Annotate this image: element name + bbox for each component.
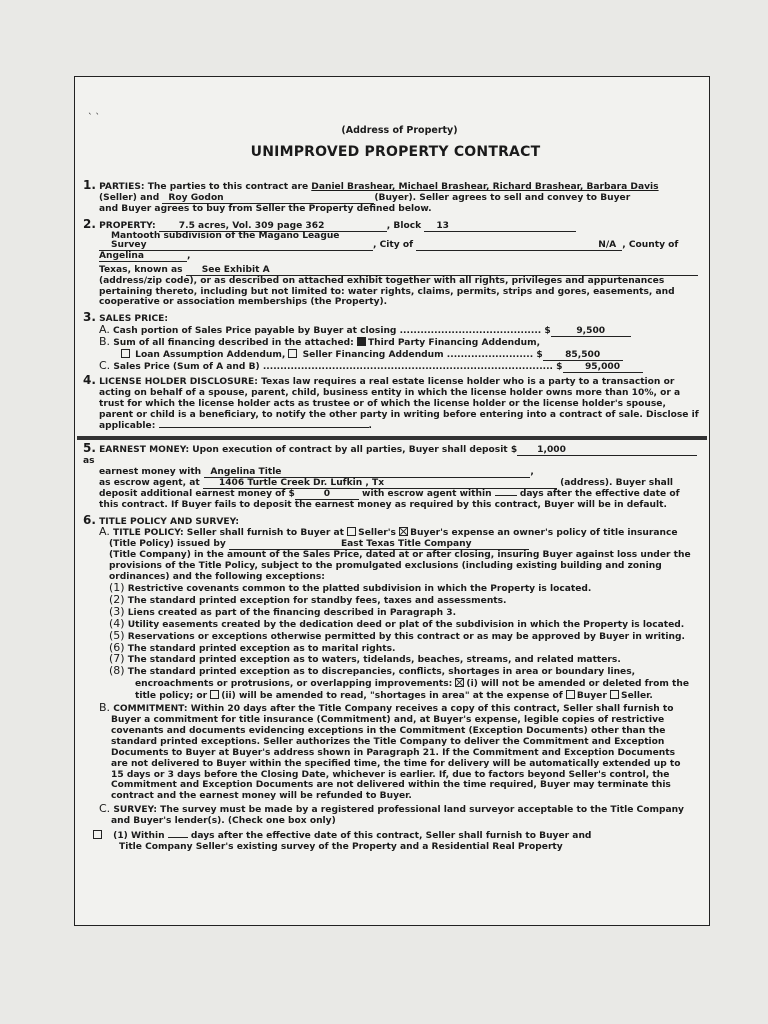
buyers-expense-checkbox[interactable]	[399, 527, 408, 536]
property-description: cooperative or association memberships (the Property).	[99, 297, 388, 308]
survey-option-text: (1) Within	[113, 831, 165, 842]
property-label: PROPERTY:	[99, 220, 156, 231]
item-number: (2)	[109, 592, 125, 606]
item-number: (4)	[109, 616, 125, 630]
financing-value[interactable]: 85,500	[543, 351, 623, 361]
survey-option-1	[83, 830, 708, 853]
exception-text: Reservations or exceptions otherwise permitted by this contract or as may be approved by Buyer in writing.	[127, 631, 685, 642]
buyer-name[interactable]: Roy Godon	[162, 194, 374, 204]
commitment-text: are not delivered to Buyer within the specified time, the time for delivery will be automatically extended up to	[111, 758, 681, 769]
address-caption: (Address of Property)	[341, 125, 458, 136]
property-description: (address/zip code), or as described on attached exhibit together with all rights, privileges and appurtenances	[99, 275, 665, 286]
section-parties	[83, 177, 708, 215]
loan-assumption-checkbox[interactable]	[121, 349, 130, 358]
city-label: , City of	[373, 239, 414, 250]
loan-assumption-label: Loan Assumption Addendum,	[135, 350, 286, 361]
cash-portion-text: Cash portion of Sales Price payable by Buyer at closing ......................................... $	[113, 326, 551, 337]
exception-text: The standard printed exception as to discrepancies, conflicts, shortages in area or boundary lines,	[127, 667, 636, 678]
section-divider	[77, 436, 707, 440]
commitment-text: COMMITMENT: Within 20 days after the Title Company receives a copy of this contract, Seller shall furnish to	[113, 704, 674, 715]
seller-and-text: (Seller) and	[99, 192, 160, 203]
property-known-as[interactable]: See Exhibit A	[186, 266, 698, 276]
address-label: (address). Buyer shall	[560, 477, 674, 488]
exception-text: Liens created as part of the financing described in Paragraph 3.	[127, 607, 457, 618]
property-county[interactable]: Angelina	[99, 252, 187, 262]
third-party-financing-label: Third Party Financing Addendum,	[367, 338, 541, 349]
list-item	[109, 628, 708, 643]
amended-checkbox[interactable]	[210, 690, 219, 699]
item-number: (5)	[109, 628, 125, 642]
section-earnest-money: 5. EARNEST MONEY: Upon execution of contract by all parties, Buyer shall deposit $ 1,000as earnest money with Angelina Title , as escrow agent, at 1406 Turtle Creek Dr. Lufkin , Tx (address). Buyer shall deposit additional earnest money of $ 0 with escrow agent within days after the effective date of this contract. If Buyer fails to deposit the earnest money as required by this contract, Buyer will be in default.	[83, 443, 708, 511]
exception-text: Utility easements created by the dedication deed or plat of the subdivision in which the Property is located.	[127, 619, 685, 630]
title-policy-text: provisions of the Title Policy, subject to the promulgated exclusions (including existing building and zoning	[109, 561, 662, 572]
item-letter: A.	[99, 323, 110, 337]
title-policy-text: ordinances) and the following exceptions:	[109, 572, 325, 583]
commitment-paragraph	[83, 703, 708, 802]
buyers-expense-label: Buyer's expense an owner's policy of title insurance	[410, 528, 678, 539]
sellers-expense-label: Seller's	[358, 528, 396, 539]
section-title-policy	[83, 512, 708, 853]
section-number: 3.	[83, 310, 96, 325]
section-number: 1.	[83, 177, 96, 192]
list-item	[109, 592, 708, 607]
section-license-disclosure: 4. LICENSE HOLDER DISCLOSURE: Texas law requires a real estate license holder who is a party to a transaction or acting on behalf of a spouse, parent, child, business entity in which the license holder owns more than 10%, or a trust for which the license holder acts as trustee or of which the license holder or the license holder's spouse, parent or child is a beneficiary, to notify the other party in writing before entering into a contract of sale. Disclose if applicable: .	[83, 375, 708, 432]
exception-text: The standard printed exception as to marital rights.	[127, 643, 396, 654]
list-item	[109, 654, 708, 666]
earnest-with-text: earnest money with	[99, 466, 202, 477]
property-lot[interactable]: 7.5 acres, Vol. 309 page 362	[159, 222, 387, 232]
title-policy-text: TITLE POLICY: Seller shall furnish to Buyer at	[113, 528, 344, 539]
earnest-as-text: as	[83, 455, 95, 466]
known-as-label: Texas, known as	[99, 264, 183, 275]
commitment-text: covenants and documents evidencing exceptions in the Commitment (Exception Documents) other than the	[111, 725, 666, 736]
item-number: (1)	[109, 581, 125, 595]
item-letter: B.	[99, 335, 111, 349]
county-label: , County of	[622, 239, 679, 250]
section-number: 2.	[83, 216, 96, 231]
contract-title: UNIMPROVED PROPERTY CONTRACT	[250, 143, 541, 160]
section-number: 6.	[83, 512, 96, 527]
survey-paragraph	[83, 804, 708, 827]
list-item	[109, 666, 708, 678]
expense-seller-checkbox[interactable]	[610, 690, 619, 699]
section-sales-price	[83, 312, 708, 373]
item-letter: C.	[99, 802, 111, 816]
expense-buyer-checkbox[interactable]	[566, 690, 575, 699]
issued-by-text: (Title Policy) issued by	[109, 539, 226, 550]
commitment-text: standard printed exceptions. Seller authorizes the Title Company to deliver the Commitment and Exception	[111, 736, 665, 747]
item-number: (3)	[109, 604, 125, 618]
earnest-deposit[interactable]: 1,000	[517, 446, 697, 456]
item-letter: A.	[99, 525, 110, 539]
disclosure-field[interactable]	[159, 427, 369, 428]
list-item	[109, 604, 708, 619]
item-number: (8)	[109, 664, 125, 678]
section-number: 5.	[83, 440, 96, 455]
parties-agreement: and Buyer agrees to buy from Seller the Property defined below.	[99, 203, 432, 214]
disclosure-applicable-label: applicable:	[99, 420, 156, 431]
expense-buyer-label: Buyer	[576, 691, 607, 702]
additional-within-text: with escrow agent within	[362, 488, 492, 499]
item-number: (7)	[109, 652, 125, 666]
survey-option-1-checkbox[interactable]	[93, 830, 102, 839]
commitment-text: contract and the earnest money will be refunded to Buyer.	[111, 791, 412, 802]
additional-earnest[interactable]: 0	[295, 490, 359, 500]
contract-body	[83, 126, 708, 853]
exception-text: title policy; or	[135, 691, 208, 702]
item-letter: B.	[99, 701, 111, 715]
earnest-money-text: EARNEST MONEY: Upon execution of contract by all parties, Buyer shall deposit $	[99, 444, 518, 455]
cash-portion-value[interactable]: 9,500	[551, 327, 631, 337]
item-letter: C.	[99, 359, 111, 373]
amended-label: (ii) will be amended to read, "shortages in area" at the expense of	[221, 691, 563, 702]
seller-financing-checkbox[interactable]	[288, 349, 297, 358]
sales-price-total[interactable]: 95,000	[563, 363, 643, 373]
exception-text: Restrictive covenants common to the platted subdivision in which the Property is located.	[127, 584, 592, 595]
survey-text: SURVEY: The survey must be made by a registered professional land surveyor acceptable to the Title Company	[113, 805, 684, 816]
list-item	[109, 616, 708, 631]
seller-names[interactable]: Daniel Brashear, Michael Brashear, Richard Brashear, Barbara Davis	[311, 181, 659, 192]
not-amended-label: (i) will not be amended or deleted from the	[466, 679, 689, 690]
list-item	[109, 583, 708, 595]
property-city[interactable]: N/A	[416, 241, 622, 251]
parties-text: PARTIES: The parties to this contract are	[99, 181, 309, 192]
property-description: pertaining thereto, including but not limited to: water rights, claims, permits, strips and gores, easements, and	[99, 286, 675, 297]
additional-money-text: deposit additional earnest money of $	[99, 488, 295, 499]
third-party-financing-checkbox[interactable]	[357, 337, 366, 346]
survey-option-text: days after the effective date of this contract, Seller shall furnish to Buyer and	[190, 831, 592, 842]
escrow-at-text: as escrow agent, at	[99, 477, 200, 488]
property-subdivision[interactable]: Mantooth subdivision of the Magano League Survey	[99, 232, 373, 251]
commitment-text: Buyer a commitment for title insurance (Commitment) and, at Buyer's expense, legible copies of restrictive	[111, 715, 665, 725]
survey-option-text: Title Company Seller's existing survey of the Property and a Residential Real Property	[119, 841, 563, 852]
property-block[interactable]: 13	[424, 222, 576, 232]
section-number: 4.	[83, 373, 96, 388]
financing-text: Sum of all financing described in the attached:	[113, 338, 354, 349]
survey-text: and Buyer's lender(s). (Check one box only)	[111, 816, 336, 827]
block-label: , Block	[386, 220, 422, 231]
escrow-agent[interactable]: Angelina Title	[204, 468, 530, 478]
item-number: (6)	[109, 640, 125, 654]
exception-text: The standard printed exception as to waters, tidelands, beaches, streams, and related matters.	[127, 655, 621, 666]
expense-seller-label: Seller.	[621, 691, 653, 702]
title-company-name[interactable]: East Texas Title Company	[229, 540, 529, 550]
exceptions-list	[83, 583, 708, 702]
exception-text: encroachments or protrusions, or overlapping improvements:	[135, 679, 453, 690]
earnest-default-text: this contract. If Buyer fails to deposit the earnest money as required by this contract, Buyer will be in default.	[99, 499, 667, 510]
disclosure-text: acting on behalf of a spouse, parent, child, business entity in which the license holder owns more than 10%, or a	[99, 388, 681, 399]
commitment-text: Commitment and Exception Documents are not delivered within the time required, Buyer may terminate this	[111, 780, 671, 791]
title-policy-label: TITLE POLICY AND SURVEY:	[99, 516, 240, 527]
commitment-text: 15 days or 3 days before the Closing Date, whichever is earlier. If, due to factors beyond Seller's control, the	[111, 769, 670, 780]
sales-price-label: SALES PRICE:	[99, 314, 168, 325]
additional-days-text: days after the effective date of	[519, 488, 680, 499]
buyer-text: (Buyer). Seller agrees to sell and convey to Buyer	[374, 192, 631, 203]
escrow-address[interactable]: 1406 Turtle Creek Dr. Lufkin , Tx	[203, 479, 557, 489]
list-item	[109, 640, 708, 655]
sales-price-total-text: Sales Price (Sum of A and B) .................................................................................... $	[113, 362, 563, 373]
disclosure-text: LICENSE HOLDER DISCLOSURE: Texas law requires a real estate license holder who is a party to a transaction or	[99, 377, 675, 388]
exception-text: The standard printed exception for standby fees, taxes and assessments.	[127, 595, 507, 606]
page-mark: ` `	[88, 113, 100, 123]
commitment-text: Documents to Buyer at Buyer's address shown in Paragraph 21. If the Commitment and Exception Documents	[111, 747, 676, 758]
additional-days-field[interactable]	[495, 495, 517, 496]
section-property: 2. PROPERTY: 7.5 acres, Vol. 309 page 362 , Block 13 Mantooth subdivision of the Magano League Survey , City of N/A , County of Angelina , Texas, known as See Exhibit A (address/zip code), or as described on attached exhibit together with all rights, privileges and appurtenances pertaining thereto, including but not limited to: water rights, claims, permits, strips and gores, easements, and cooperative or association memberships (the Property).	[83, 219, 708, 309]
not-amended-checkbox[interactable]	[455, 678, 464, 687]
disclosure-text: parent or child is a beneficiary, to notify the other party in writing before entering into a contract of sale. Disclose if	[99, 409, 699, 420]
sellers-expense-checkbox[interactable]	[347, 527, 356, 536]
seller-financing-label: Seller Financing Addendum ......................... $	[302, 350, 543, 361]
disclosure-text: trust for which the license holder acts as trustee or of which the license holder or the license holder's spouse,	[99, 398, 666, 409]
survey-days-field[interactable]	[168, 837, 188, 838]
title-policy-text: (Title Company) in the amount of the Sales Price, dated at or after closing, insuring Buyer against loss under the	[109, 550, 691, 561]
